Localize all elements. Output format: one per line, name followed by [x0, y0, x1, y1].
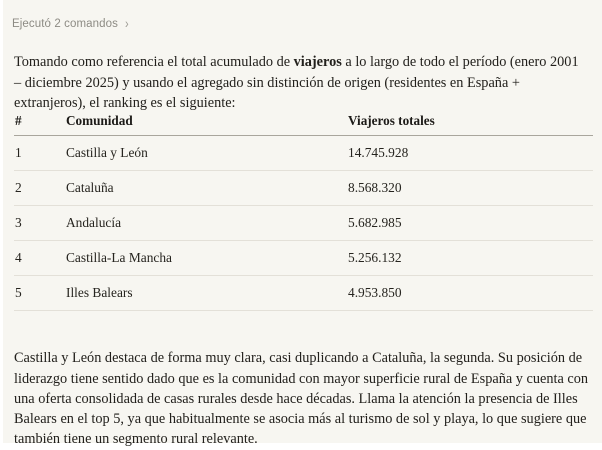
- cell-comunidad: Cataluña: [66, 171, 348, 206]
- table-row: [14, 206, 593, 241]
- chevron-right-icon[interactable]: ›: [125, 16, 129, 32]
- cell-comunidad: Castilla-La Mancha: [66, 241, 348, 276]
- column-header-rank: #: [14, 113, 66, 136]
- cell-rank: 2: [14, 171, 66, 206]
- cell-comunidad: Illes Balears: [66, 276, 348, 311]
- intro-emphasis-viajeros: viajeros: [293, 54, 342, 71]
- intro-text-after: a lo largo de todo el período (enero 2001 – diciembre 2025) y usando el agregado sin distinción de origen (residentes en España + extranjeros), el ranking es el siguiente:: [14, 54, 579, 111]
- cell-comunidad: Castilla y León: [66, 136, 348, 171]
- cell-rank: 1: [14, 136, 66, 171]
- cell-viajeros: 5.256.132: [348, 241, 593, 276]
- column-header-viajeros: Viajeros totales: [348, 113, 593, 136]
- conclusion-paragraph: Castilla y León destaca de forma muy clara, casi duplicando a Cataluña, la segunda. Su posición de liderazgo tiene sentido dado que es la comunidad con mayor superficie rural de España y cuenta con una oferta consolidada de casas rurales desde hace décadas. Llama la atención la presencia de Illes Balears en el top 5, ya que habitualmente se asocia más al turismo de sol y playa, lo que sugiere que también tiene un segmento rural relevante.: [14, 350, 589, 448]
- response-panel: [3, 0, 602, 448]
- cell-viajeros: 8.568.320: [348, 171, 593, 206]
- table-row: [14, 171, 593, 206]
- table-row: [14, 276, 593, 311]
- cell-viajeros: 14.745.928: [348, 136, 593, 171]
- cell-viajeros: 5.682.985: [348, 206, 593, 241]
- cell-rank: 4: [14, 241, 66, 276]
- cell-rank: 5: [14, 276, 66, 311]
- ranking-table: [14, 113, 593, 311]
- cell-rank: 3: [14, 206, 66, 241]
- column-header-comunidad: Comunidad: [66, 113, 348, 136]
- table-header-row: [14, 113, 593, 136]
- table-row: [14, 241, 593, 276]
- table-row: [14, 136, 593, 171]
- cell-viajeros: 4.953.850: [348, 276, 593, 311]
- tool-call-label: Ejecutó 2 comandos: [12, 18, 119, 30]
- intro-text-before: Tomando como referencia el total acumulado de: [14, 54, 294, 71]
- intro-paragraph: [14, 52, 586, 113]
- cell-comunidad: Andalucía: [66, 206, 348, 241]
- tool-call-header[interactable]: [12, 17, 129, 31]
